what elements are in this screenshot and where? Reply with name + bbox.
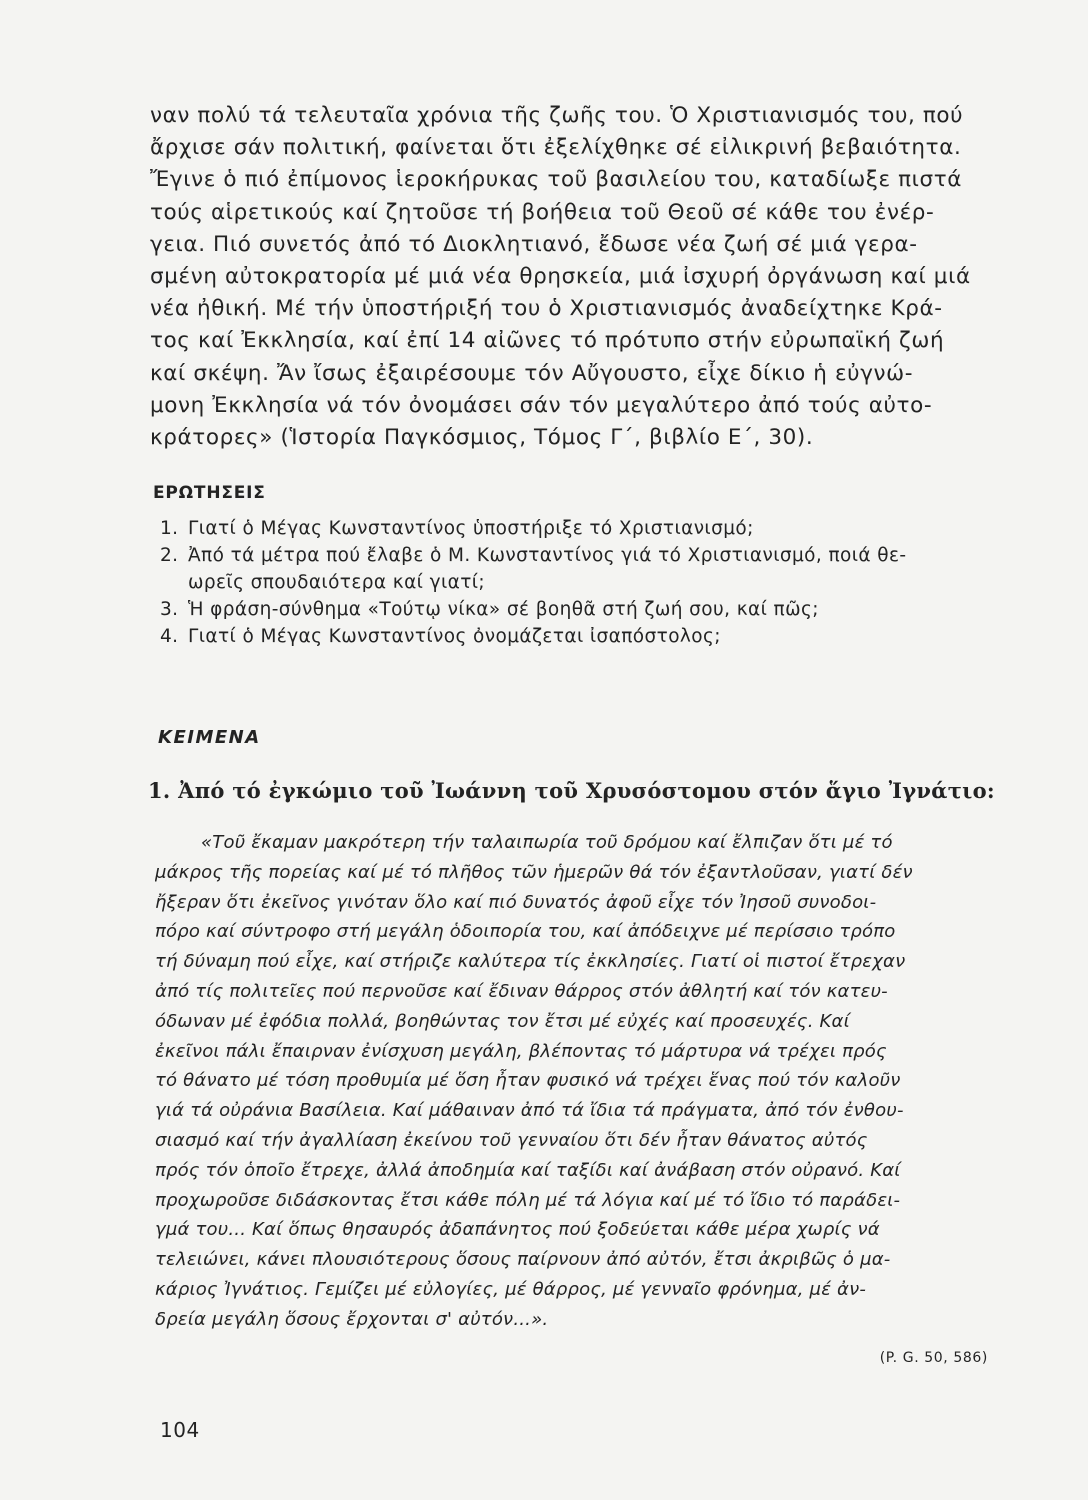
excerpt-line: πόρο καί σύντροφο στή μεγάλη ὁδοιπορία του, καί ἀπόδειχνε μέ περίσσιο τρόπο <box>155 921 896 943</box>
page-number: 104 <box>160 1418 200 1442</box>
excerpt-line: γιά τά οὐράνια Βασίλεια. Καί μάθαιναν ἀπό τά ἴδια τά πράγματα, ἀπό τόν ἐνθου- <box>155 1100 904 1122</box>
excerpt-line: προχωροῦσε διδάσκοντας ἔτσι κάθε πόλη μέ τά λόγια καί μέ τό ἴδιο τό παράδει- <box>155 1189 901 1211</box>
excerpt-line: δρεία μεγάλη ὅσους ἔρχονται σ' αὐτόν...». <box>155 1308 549 1330</box>
body-line: μονη Ἐκκλησία νά τόν ὀνομάσει σάν τόν μεγαλύτερο ἀπό τούς αὐτο- <box>150 392 933 418</box>
body-line: τούς αἱρετικούς καί ζητοῦσε τή βοήθεια τοῦ Θεοῦ σέ κάθε του ἐνέρ- <box>150 199 935 225</box>
question-item <box>160 515 980 542</box>
excerpt-quote <box>155 828 985 1335</box>
excerpt-line: τό θάνατο μέ τόση προθυμία μέ ὅση ἦταν φυσικό νά τρέχει ἕνας πού τόν καλοῦν <box>155 1070 901 1092</box>
body-line: Ἔγινε ὁ πιό ἐπίμονος ἱεροκήρυκας τοῦ βασιλείου του, καταδίωξε πιστά <box>150 167 963 193</box>
excerpt-citation: (P. G. 50, 586) <box>879 1350 988 1366</box>
question-number: 1. <box>160 518 179 539</box>
body-line: κράτορες» (Ἱστορία Παγκόσμιος, Τόμος Γ΄, βιβλίο Ε΄, 30). <box>150 425 814 451</box>
excerpt-line: σιασμό καί τήν ἀγαλλίαση ἐκείνου τοῦ γενναίου ὅτι δέν ἦταν θάνατος αὐτός <box>155 1129 868 1151</box>
body-line: ναν πολύ τά τελευταῖα χρόνια τῆς ζωῆς του. Ὁ Χριστιανισμός του, πού <box>150 103 964 128</box>
body-paragraph <box>150 100 980 454</box>
question-text: Γιατί ὁ Μέγας Κωνσταντίνος ὑποστήριξε τό Χριστιανισμό; <box>188 518 754 539</box>
excerpt-line: ἀπό τίς πολιτεῖες πού περνοῦσε καί ἔδιναν θάρρος στόν ἀθλητή καί τόν κατευ- <box>155 980 888 1002</box>
body-line: τος καί Ἐκκλησία, καί ἐπί 14 αἰῶνες τό πρότυπο στήν εὐρωπαϊκή ζωή <box>150 328 945 354</box>
question-continuation: ωρεῖς σπουδαιότερα καί γιατί; <box>188 572 486 593</box>
question-text: Ἡ φράση-σύνθημα «Τούτῳ νίκα» σέ βοηθᾶ στή ζωή σου, καί πῶς; <box>188 599 819 620</box>
body-line: ἄρχισε σάν πολιτική, φαίνεται ὅτι ἐξελίχθηκε σέ εἰλικρινή βεβαιότητα. <box>150 135 962 161</box>
texts-section-label: ΚΕΙΜΕΝΑ <box>158 727 261 748</box>
questions-list <box>160 515 980 650</box>
question-text: Γιατί ὁ Μέγας Κωνσταντίνος ὀνομάζεται ἰσαπόστολος; <box>188 626 721 647</box>
excerpt-line: «Τοῦ ἔκαμαν μακρότερη τήν ταλαιπωρία τοῦ δρόμου καί ἔλπιζαν ὅτι μέ τό <box>201 832 893 853</box>
excerpt-line: κάριος Ἰγνάτιος. Γεμίζει μέ εὐλογίες, μέ θάρρος, μέ γενναῖο φρόνημα, μέ ἀν- <box>155 1278 867 1300</box>
question-number: 4. <box>160 626 179 647</box>
excerpt-line: όδωναν μέ ἐφόδια πολλά, βοηθώντας τον ἔτσι μέ εὐχές καί προσευχές. Καί <box>155 1010 850 1032</box>
body-line: σμένη αὐτοκρατορία μέ μιά νέα θρησκεία, μιά ἰσχυρή ὀργάνωση καί μιά <box>150 264 971 290</box>
question-item <box>160 623 980 650</box>
body-line: γεια. Πιό συνετός ἀπό τό Διοκλητιανό, ἔδωσε νέα ζωή σέ μιά γερα- <box>150 231 918 257</box>
question-item <box>160 596 980 623</box>
excerpt-title: 1. Ἀπό τό ἐγκώμιο τοῦ Ἰωάννη τοῦ Χρυσόστομου στόν ἅγιο Ἰγνάτιο: <box>148 778 995 803</box>
excerpt-line: πρός τόν ὁποῖο ἔτρεχε, ἀλλά ἀποδημία καί ταξίδι καί ἀνάβαση στόν οὐρανό. Καί <box>155 1159 901 1181</box>
question-number: 3. <box>160 599 179 620</box>
question-item <box>160 542 980 569</box>
question-text: Ἀπό τά μέτρα πού ἔλαβε ὁ Μ. Κωνσταντίνος γιά τό Χριστιανισμό, ποιά θε- <box>188 545 907 566</box>
excerpt-line: μάκρος τῆς πορείας καί μέ τό πλῆθος τῶν ἡμερῶν θά τόν ἐξαντλοῦσαν, γιατί δέν <box>155 861 913 883</box>
excerpt-line: ἤξεραν ὅτι ἐκεῖνος γινόταν ὅλο καί πιό δυνατός ἀφοῦ εἶχε τόν Ἰησοῦ συνοδοι- <box>155 891 877 913</box>
excerpt-line: ἐκεῖνοι πάλι ἔπαιρναν ἐνίσχυση μεγάλη, βλέποντας τό μάρτυρα νά τρέχει πρός <box>155 1040 887 1062</box>
question-number: 2. <box>160 545 179 566</box>
body-line: νέα ἠθική. Μέ τήν ὑποστήριξή του ὁ Χριστιανισμός ἀναδείχτηκε Κρά- <box>150 296 943 322</box>
excerpt-line: γμά του... Καί ὅπως θησαυρός ἀδαπάνητος πού ξοδεύεται κάθε μέρα χωρίς νά <box>155 1219 880 1241</box>
excerpt-line: τή δύναμη πού εἶχε, καί στήριζε καλύτερα τίς ἐκκλησίες. Γιατί οἱ πιστοί ἔτρεχαν <box>155 951 906 973</box>
excerpt-line: τελειώνει, κάνει πλουσιότερους ὅσους παίρνουν ἀπό αὐτόν, ἔτσι ἀκριβῶς ὁ μα- <box>155 1249 891 1271</box>
body-line: καί σκέψη. Ἄν ἴσως ἐξαιρέσουμε τόν Αὔγουστο, εἶχε δίκιο ἡ εὐγνώ- <box>150 360 914 386</box>
questions-heading: ΕΡΩΤΗΣΕΙΣ <box>153 483 266 503</box>
